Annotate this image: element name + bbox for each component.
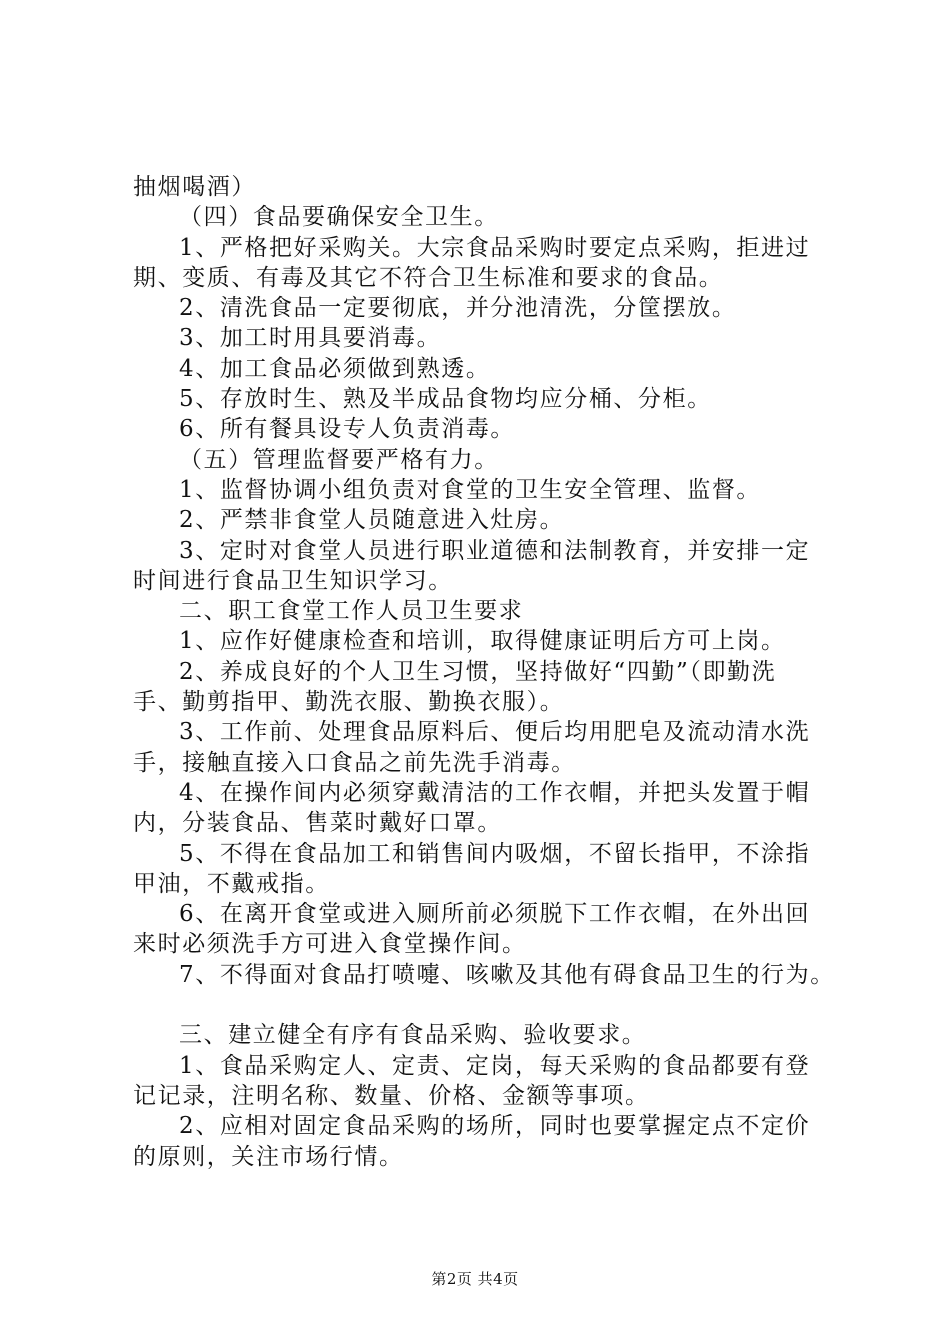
paragraph-line: 4、在操作间内必须穿戴清洁的工作衣帽，并把头发置于帽 (179, 779, 811, 806)
paragraph-line: 记记录，注明名称、数量、价格、金额等事项。 (133, 1082, 650, 1109)
paragraph-line: 3、定时对食堂人员进行职业道德和法制教育，并安排一定 (179, 537, 811, 564)
paragraph-line: 内，分装食品、售菜时戴好口罩。 (133, 810, 502, 837)
paragraph-line: 1、监督协调小组负责对食堂的卫生安全管理、监督。 (179, 476, 762, 503)
document-body (133, 172, 833, 1172)
page-footer: 第2页 共4页 (431, 1270, 519, 1288)
section-heading: （五）管理监督要严格有力。 (179, 446, 499, 473)
paragraph-line: 5、存放时生、熟及半成品食物均应分桶、分柜。 (179, 386, 712, 413)
section-heading: 二、职工食堂工作人员卫生要求 (179, 598, 524, 625)
paragraph-line: 1、应作好健康检查和培训，取得健康证明后方可上岗。 (179, 628, 786, 655)
paragraph-line: 2、养成良好的个人卫生习惯，坚持做好“四勤”（即勤洗 (179, 658, 777, 685)
paragraph-line: 3、工作前、处理食品原料后、便后均用肥皂及流动清水洗 (179, 719, 811, 746)
paragraph-line: 4、加工食品必须做到熟透。 (179, 355, 491, 382)
paragraph-line: 的原则，关注市场行情。 (133, 1143, 404, 1170)
paragraph-line: 3、加工时用具要消毒。 (179, 325, 442, 352)
blank-line (133, 990, 833, 1020)
paragraph-line: 2、应相对固定食品采购的场所，同时也要掌握定点不定价 (179, 1113, 811, 1140)
paragraph-line: 2、清洗食品一定要彻底，并分池清洗，分筐摆放。 (179, 295, 737, 322)
paragraph-line: 6、所有餐具设专人负责消毒。 (179, 416, 516, 443)
paragraph-line: 期、变质、有毒及其它不符合卫生标准和要求的食品。 (133, 264, 724, 291)
paragraph-line: 时间进行食品卫生知识学习。 (133, 567, 453, 594)
paragraph-line: 1、严格把好采购关。大宗食品采购时要定点采购，拒进过 (179, 234, 811, 261)
paragraph-line: 甲油，不戴戒指。 (133, 870, 330, 897)
paragraph-line: 手，接触直接入口食品之前先洗手消毒。 (133, 749, 576, 776)
paragraph-line: 来时必须洗手方可进入食堂操作间。 (133, 931, 527, 958)
section-heading: 三、建立健全有序有食品采购、验收要求。 (179, 1022, 647, 1049)
paragraph-line: 抽烟喝酒） (133, 174, 256, 200)
paragraph-line: 7、不得面对食品打喷嚏、咳嗽及其他有碍食品卫生的行为。 (179, 961, 835, 988)
paragraph-line: 6、在离开食堂或进入厕所前必须脱下工作衣帽，在外出回 (179, 901, 811, 928)
paragraph-line: 1、食品采购定人、定责、定岗，每天采购的食品都要有登 (179, 1052, 811, 1079)
paragraph-line: 5、不得在食品加工和销售间内吸烟，不留长指甲，不涂指 (179, 840, 811, 867)
paragraph-line: 手、勤剪指甲、勤洗衣服、勤换衣服）。 (133, 689, 565, 716)
paragraph-line: 2、严禁非食堂人员随意进入灶房。 (179, 507, 565, 534)
section-heading: （四）食品要确保安全卫生。 (179, 204, 499, 231)
